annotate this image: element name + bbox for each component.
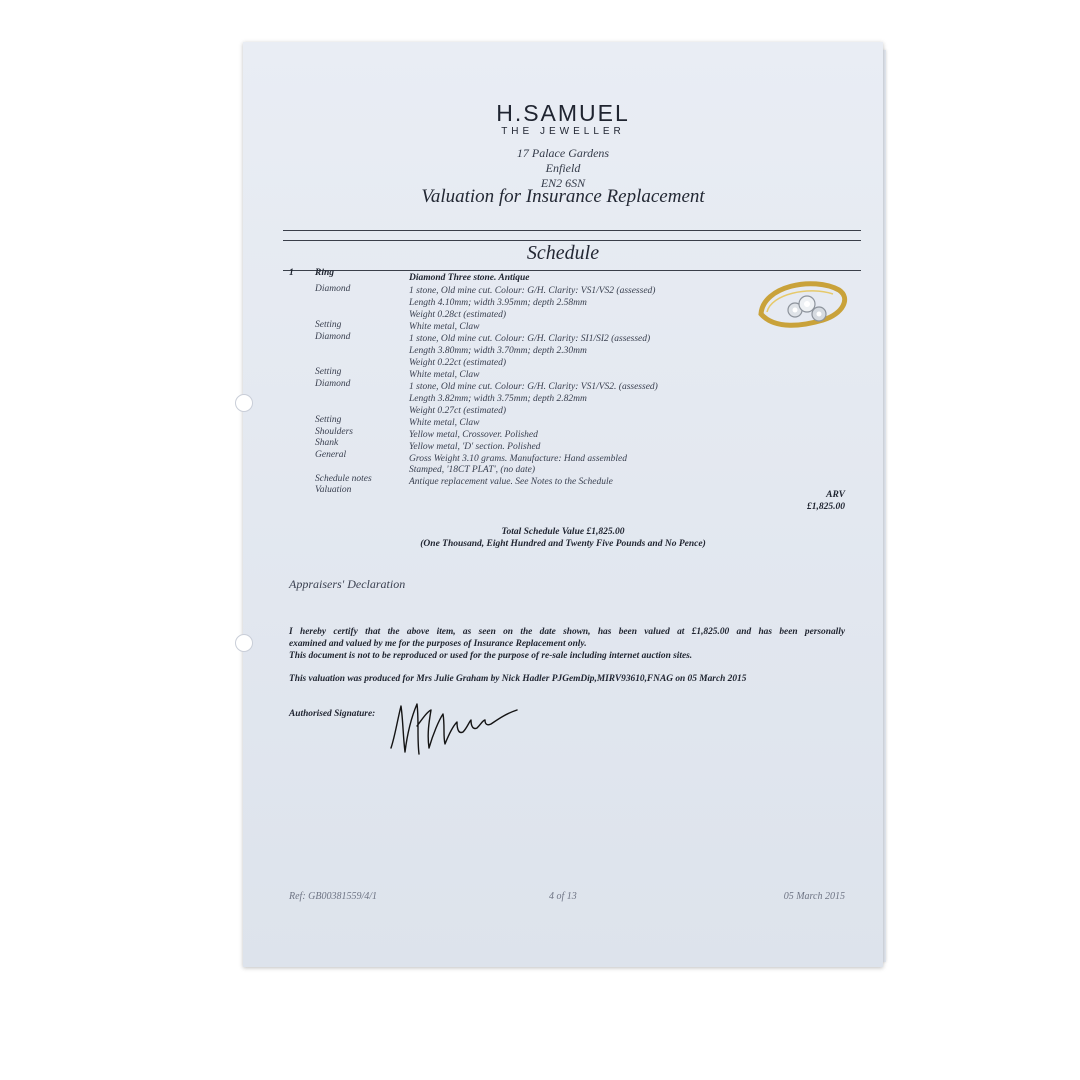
row-value: Weight 0.27ct (estimated)	[409, 406, 507, 416]
row-value: White metal, Claw	[409, 322, 480, 332]
row-label: Setting	[315, 415, 342, 425]
declaration-text: I hereby certify that the above item, as seen on the date shown, has been valued at £1,825.00 and has been personally	[289, 627, 845, 637]
row-label: Setting	[315, 367, 342, 377]
row-label: Setting	[315, 320, 342, 330]
handwritten-signature	[387, 696, 521, 758]
brand-name: H.SAMUEL	[496, 100, 630, 126]
produced-by-text: This valuation was produced for Mrs Julie Graham by Nick Hadler PJGemDip,MIRV93610,FNAG on 05 March 2015	[289, 674, 747, 684]
document-date: 05 March 2015	[783, 891, 845, 902]
punch-hole	[235, 634, 253, 652]
total-in-words: (One Thousand, Eight Hundred and Twenty Five Pounds and No Pence)	[420, 539, 706, 549]
total-schedule-value: Total Schedule Value £1,825.00	[501, 527, 625, 537]
declaration-text: This document is not to be reproduced or used for the purpose of re-sale including internet auction sites.	[289, 651, 693, 661]
row-label: Shank	[315, 438, 339, 448]
row-label: Valuation	[315, 485, 352, 495]
page-number: 4 of 13	[549, 891, 577, 902]
row-label: Schedule notes	[315, 474, 372, 484]
brand-tagline: THE JEWELLER	[501, 126, 625, 137]
row-value: 1 stone, Old mine cut. Colour: G/H. Clarity: SI1/SI2 (assessed)	[409, 334, 651, 344]
document-title: Valuation for Insurance Replacement	[421, 186, 705, 207]
item-number: 1	[289, 268, 294, 278]
row-label: General	[315, 450, 347, 460]
signature-label: Authorised Signature:	[289, 709, 376, 719]
reference-number: Ref: GB00381559/4/1	[289, 891, 378, 902]
address-line: 17 Palace Gardens	[516, 146, 610, 160]
address-line: Enfield	[545, 161, 581, 175]
arv-value: £1,825.00	[807, 502, 845, 512]
row-value: Length 3.82mm; width 3.75mm; depth 2.82mm	[409, 394, 587, 404]
declaration-heading: Appraisers' Declaration	[289, 577, 406, 591]
divider	[283, 230, 861, 231]
punch-hole	[235, 394, 253, 412]
row-label: Shoulders	[315, 427, 353, 437]
row-value: Length 3.80mm; width 3.70mm; depth 2.30mm	[409, 346, 587, 356]
divider	[283, 270, 861, 271]
divider	[283, 240, 861, 241]
row-value: White metal, Claw	[409, 370, 480, 380]
ring-photo	[753, 274, 853, 338]
address-line: EN2 6SN	[540, 176, 586, 190]
arv-label: ARV	[826, 490, 845, 500]
row-value: Gross Weight 3.10 grams. Manufacture: Hand assembled	[409, 454, 627, 464]
row-value: Yellow metal, Crossover. Polished	[409, 430, 538, 440]
item-description: Diamond Three stone. Antique	[409, 273, 530, 283]
row-label: Diamond	[315, 284, 351, 294]
row-value: White metal, Claw	[409, 418, 480, 428]
row-value: 1 stone, Old mine cut. Colour: G/H. Clarity: VS1/VS2. (assessed)	[409, 382, 658, 392]
item-type: Ring	[315, 268, 335, 278]
row-value: Stamped, '18CT PLAT', (no date)	[409, 465, 535, 475]
row-value: Weight 0.22ct (estimated)	[409, 358, 507, 368]
document-page	[243, 42, 883, 967]
row-value: Yellow metal, 'D' section. Polished	[409, 442, 541, 452]
row-value: Antique replacement value. See Notes to the Schedule	[409, 477, 613, 487]
row-label: Diamond	[315, 332, 351, 342]
row-value: Length 4.10mm; width 3.95mm; depth 2.58mm	[409, 298, 587, 308]
row-value: 1 stone, Old mine cut. Colour: G/H. Clarity: VS1/VS2 (assessed)	[409, 286, 656, 296]
declaration-text: examined and valued by me for the purposes of Insurance Replacement only.	[289, 639, 587, 649]
schedule-heading: Schedule	[526, 242, 600, 264]
row-value: Weight 0.28ct (estimated)	[409, 310, 507, 320]
row-label: Diamond	[315, 379, 351, 389]
